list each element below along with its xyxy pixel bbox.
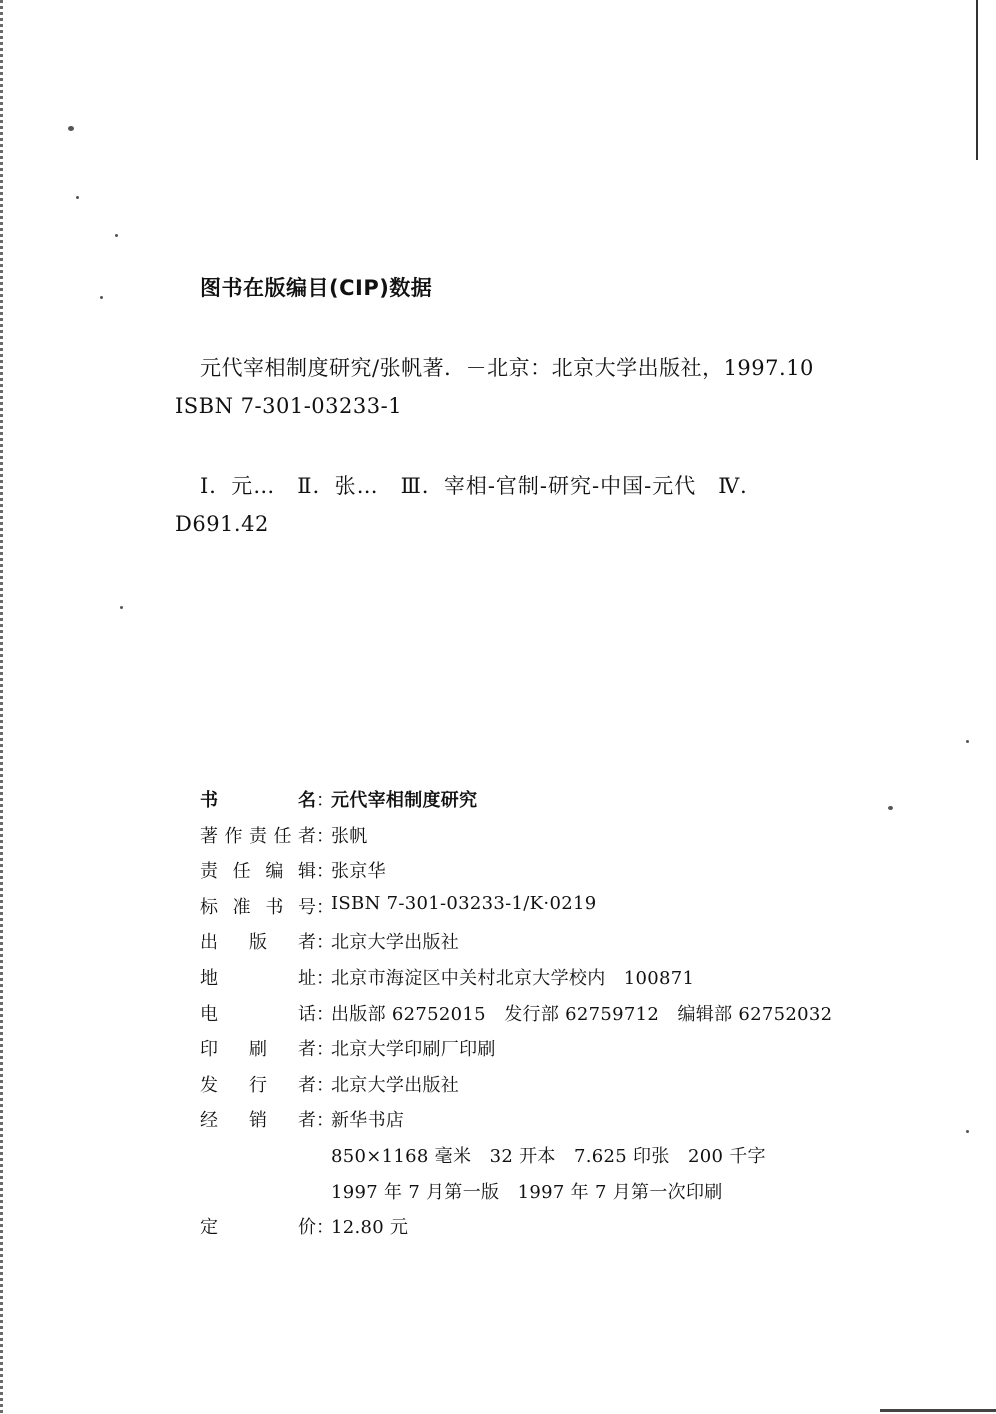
info-row (200, 857, 920, 893)
label-char: 标 (200, 896, 218, 918)
label-char: 责 (249, 825, 267, 847)
label-char: 址 (298, 967, 316, 989)
scan-speck (966, 740, 969, 743)
edition-line (200, 1178, 920, 1214)
info-label (200, 1000, 316, 1026)
info-row (200, 1071, 920, 1107)
label-char: 作 (224, 825, 243, 847)
book-info-table (200, 786, 920, 1249)
info-row (200, 964, 920, 1000)
scan-bottom-edge (880, 1409, 996, 1412)
label-char: 书 (200, 790, 218, 811)
label-char: 责 (200, 861, 218, 883)
info-colon: ： (316, 932, 334, 954)
label-char: 价 (298, 1217, 316, 1239)
info-value: 出版部 62752015 发行部 62759712 编辑部 62752032 (331, 1003, 833, 1025)
price-row (200, 1213, 920, 1249)
info-value: 北京大学印刷厂印刷 (331, 1039, 496, 1061)
info-label (200, 964, 316, 990)
info-colon: ： (316, 861, 334, 883)
scan-speck (100, 296, 103, 299)
cip-classification-line: D691.42 (175, 512, 269, 536)
price-value: 12.80 元 (331, 1217, 409, 1239)
label-char: 任 (232, 861, 251, 883)
label-char: 者 (298, 825, 316, 847)
info-label (200, 786, 316, 812)
cip-title: 图书在版编目(CIP)数据 (200, 276, 433, 300)
label-char: 话 (298, 1003, 316, 1025)
info-row (200, 1106, 920, 1142)
info-label (200, 1071, 316, 1097)
info-value: ISBN 7-301-03233-1/K·0219 (331, 892, 597, 914)
label-char: 定 (200, 1217, 218, 1239)
label-char: 准 (232, 896, 251, 918)
info-row (200, 893, 920, 929)
label-char: 行 (249, 1074, 267, 1096)
info-row (200, 786, 920, 822)
info-colon: ： (316, 1110, 334, 1132)
info-value: 张帆 (331, 825, 368, 847)
info-colon: ： (316, 896, 334, 918)
info-value: 张京华 (331, 861, 386, 883)
info-label (200, 1106, 316, 1132)
label-char: 者 (298, 932, 316, 954)
scan-speck (76, 196, 79, 199)
label-char: 名 (298, 790, 316, 811)
info-colon: ： (316, 967, 334, 989)
info-row (200, 1000, 920, 1036)
info-label (200, 1035, 316, 1061)
info-colon: ： (316, 1074, 334, 1096)
label-char: 著 (200, 825, 218, 847)
info-colon: ： (316, 1039, 334, 1061)
label-char: 者 (298, 1039, 316, 1061)
scan-speck (68, 126, 74, 131)
info-row (200, 822, 920, 858)
info-value: 北京市海淀区中关村北京大学校内 100871 (331, 967, 695, 989)
info-colon: ： (316, 1003, 334, 1025)
info-colon: ： (316, 1217, 334, 1239)
format-text: 850×1168 毫米 32 开本 7.625 印张 200 千字 (331, 1145, 766, 1167)
label-char: 版 (249, 932, 267, 954)
info-colon: ： (316, 825, 334, 847)
label-char: 印 (200, 1039, 218, 1061)
label-char: 号 (297, 896, 316, 918)
info-label (200, 928, 316, 954)
scan-speck (120, 606, 123, 609)
label-char: 辑 (297, 861, 316, 883)
info-value: 北京大学出版社 (331, 932, 460, 954)
scan-speck (115, 234, 118, 237)
cip-subject-line: Ⅰ．元… Ⅱ．张… Ⅲ．宰相-官制-研究-中国-元代 Ⅳ． (200, 474, 763, 498)
price-label (200, 1213, 316, 1239)
info-label (200, 822, 316, 848)
info-value: 新华书店 (331, 1110, 405, 1132)
label-char: 者 (298, 1074, 316, 1096)
scan-speck (966, 1130, 969, 1133)
format-line (200, 1142, 920, 1178)
label-char: 电 (200, 1003, 218, 1025)
label-char: 编 (265, 861, 284, 883)
label-char: 销 (249, 1110, 267, 1132)
scan-left-edge (0, 0, 3, 1414)
label-char: 发 (200, 1074, 218, 1096)
info-value: 元代宰相制度研究 (331, 790, 478, 811)
info-row (200, 928, 920, 964)
label-char: 地 (200, 967, 218, 989)
label-char: 书 (265, 896, 284, 918)
label-char: 任 (273, 825, 292, 847)
info-label (200, 893, 316, 919)
label-char: 者 (298, 1110, 316, 1132)
cip-isbn-line: ISBN 7-301-03233-1 (175, 394, 403, 418)
info-colon: ： (316, 790, 334, 811)
cip-bibliographic-line: 元代宰相制度研究/张帆著．－北京：北京大学出版社，1997.10 (200, 356, 814, 380)
label-char: 经 (200, 1110, 218, 1132)
label-char: 出 (200, 932, 218, 954)
label-char: 刷 (249, 1039, 267, 1061)
info-row (200, 1035, 920, 1071)
info-value: 北京大学出版社 (331, 1074, 460, 1096)
edition-text: 1997 年 7 月第一版 1997 年 7 月第一次印刷 (331, 1181, 723, 1203)
scan-right-edge (976, 0, 978, 160)
info-label (200, 857, 316, 883)
